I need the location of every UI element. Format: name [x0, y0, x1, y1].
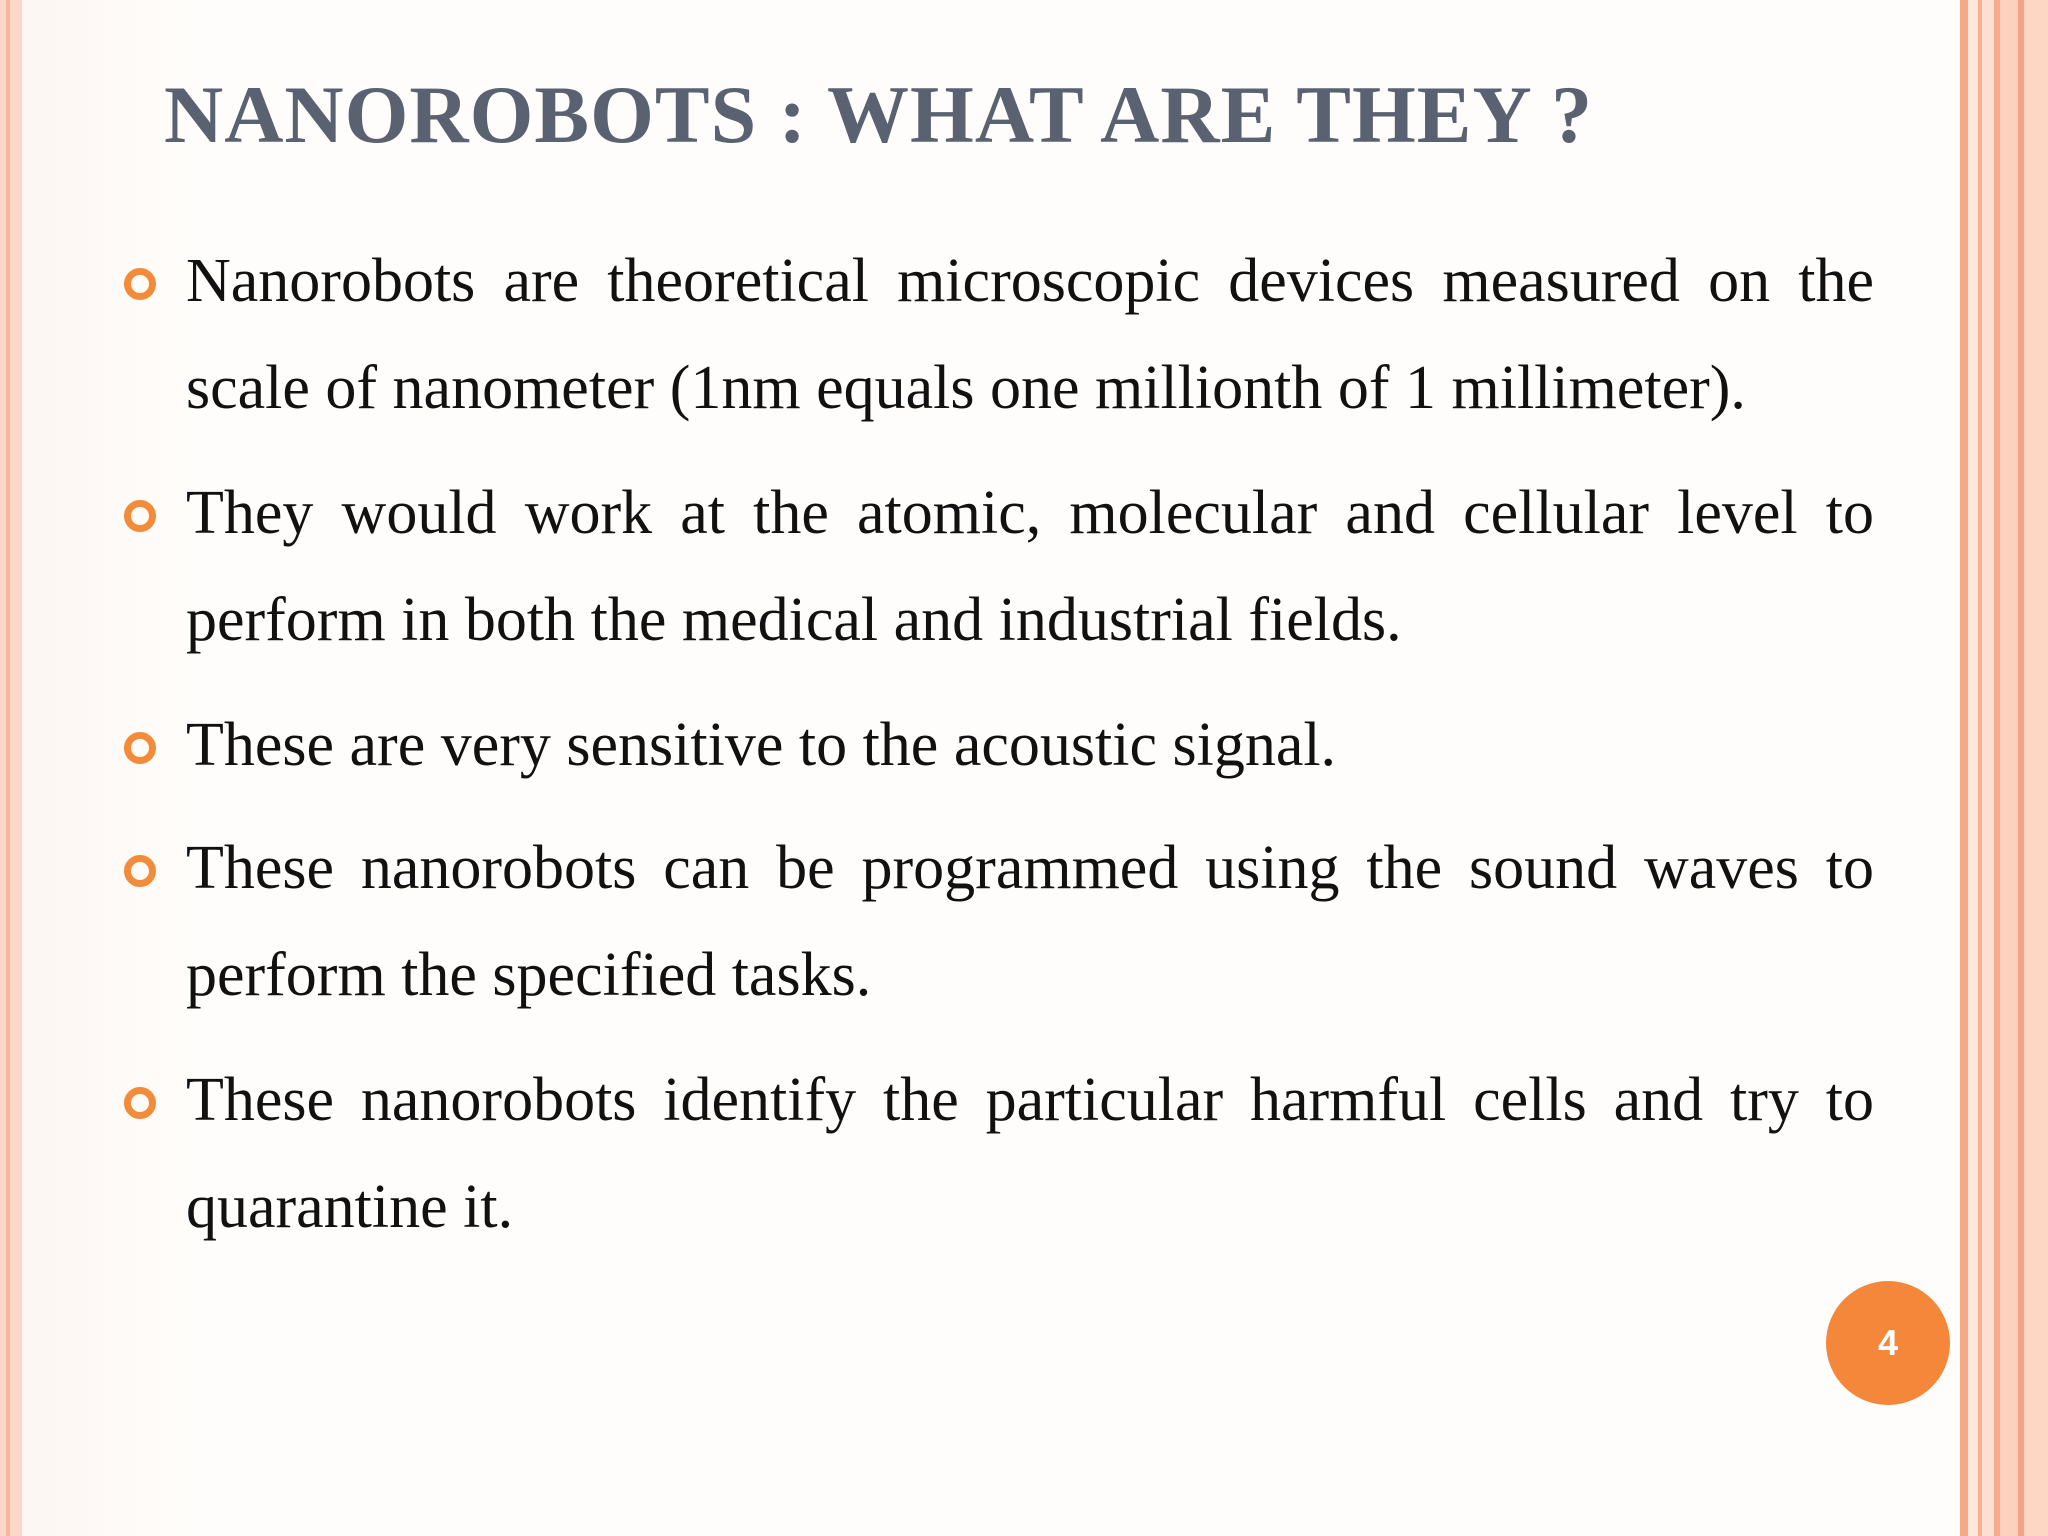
bullet-text: These are very sensitive to the acoustic signal. [186, 711, 1337, 779]
right-stripe [1982, 0, 1994, 1536]
right-stripe [2024, 0, 2048, 1536]
bullet-item [124, 1047, 1874, 1261]
right-stripe [1968, 0, 1978, 1536]
bullet-text: They would work at the atomic, molecular and cellular level to perform in both the medical and industrial fields. [186, 479, 1874, 654]
bullet-circle-icon [124, 855, 156, 887]
bullet-item [124, 460, 1874, 674]
bullet-item [124, 228, 1874, 442]
bullet-item [124, 815, 1874, 1029]
bullet-circle-icon [124, 732, 156, 764]
bullet-text: These nanorobots identify the particular harmful cells and try to quarantine it. [186, 1066, 1874, 1241]
bullet-text: Nanorobots are theoretical microscopic devices measured on the scale of nanometer (1nm equals one millionth of 1 millimeter). [186, 247, 1874, 422]
slide-title: NANOROBOTS : WHAT ARE THEY ? [164, 69, 1594, 160]
bullet-item [124, 692, 1874, 799]
page-number-badge: 4 [1826, 1281, 1950, 1405]
bullet-text: These nanorobots can be programmed using the sound waves to perform the specified tasks. [186, 834, 1874, 1009]
right-stripe [1960, 0, 1968, 1536]
bullet-circle-icon [124, 500, 156, 532]
bullet-circle-icon [124, 1087, 156, 1119]
left-border-decoration [0, 0, 22, 1536]
right-stripe [2000, 0, 2018, 1536]
bullet-circle-icon [124, 268, 156, 300]
bullet-list [124, 228, 1874, 1279]
